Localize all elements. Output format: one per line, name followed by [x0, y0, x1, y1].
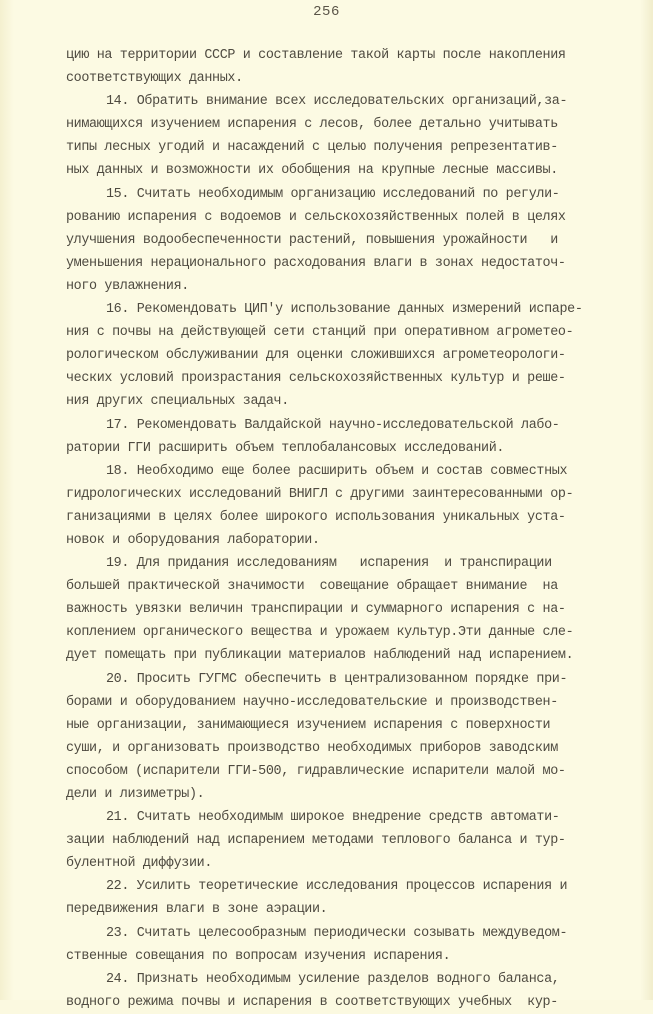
text-line: 16. Рекомендовать ЦИП'у использование данных измерений испаре- [106, 302, 583, 318]
text-line: ческих условий произрастания сельскохозяйственных культур и реше- [66, 371, 566, 387]
text-line: 23. Считать целесообразным периодически созывать междуведом- [106, 925, 568, 941]
page-number: 256 [313, 4, 340, 20]
paragraph-18 [66, 460, 612, 552]
text-line: передвижения влаги в зоне аэрации. [66, 902, 328, 918]
text-line: нимающихся изучением испарения с лесов, более детально учитывать [66, 117, 558, 133]
paragraph-continuation [66, 44, 612, 90]
paragraph-17 [66, 414, 612, 460]
text-line: дели и лизиметры). [66, 787, 205, 802]
text-line: рованию испарения с водоемов и сельскохозяйственных полей в целях [66, 209, 566, 225]
paragraph-20 [66, 668, 612, 807]
text-line: коплением органического вещества и урожаем культур.Эти данные сле- [66, 625, 574, 641]
text-line: 14. Обратить внимание всех исследовательских организаций,за- [106, 94, 568, 110]
text-line: 21. Считать необходимым широкое внедрение средств автомати- [106, 810, 560, 826]
text-line: 17. Рекомендовать Валдайской научно-исследовательской лабо- [106, 417, 560, 433]
text-line: способом (испарители ГГИ-500, гидравлические испарители малой мо- [66, 763, 566, 779]
paragraph-24 [66, 968, 612, 1014]
text-line: ратории ГГИ расширить объем теплобалансовых исследований. [66, 440, 505, 456]
text-line: ганизациями в целях более широкого использования уникальных уста- [66, 509, 566, 525]
text-line: уменьшения нерационального расходования влаги в зонах недостаточ- [66, 255, 566, 271]
text-line: 15. Считать необходимым организацию исследований по регули- [106, 186, 560, 202]
paragraph-14 [66, 90, 612, 182]
text-line: важность увязки величин транспирации и суммарного испарения с на- [66, 602, 566, 618]
text-line: суши, и организовать производство необходимых приборов заводским [66, 740, 558, 756]
paragraph-16 [66, 298, 612, 413]
document-body [66, 44, 612, 1014]
text-line: ного увлажнения. [66, 278, 189, 294]
text-line: водного режима почвы и испарения в соответствующих учебных кур- [66, 994, 558, 1010]
text-line: ные организации, занимающиеся изучением испарения с поверхности [66, 717, 551, 733]
text-line: новок и оборудования лаборатории. [66, 532, 320, 548]
text-line: типы лесных угодий и насаждений с целью получения репрезентатив- [66, 140, 558, 156]
text-line: 18. Необходимо еще более расширить объем и состав совместных [106, 463, 568, 479]
text-line: большей практической значимости совещание обращает внимание на [66, 579, 558, 595]
paragraph-22 [66, 875, 612, 921]
text-line: булентной диффузии. [66, 856, 213, 872]
text-line: ных данных и возможности их обобщения на крупные лесные массивы. [66, 163, 558, 179]
text-line: 24. Признать необходимым усиление разделов водного баланса, [106, 971, 560, 987]
text-line: зации наблюдений над испарением методами теплового баланса и тур- [66, 833, 566, 849]
paragraph-19 [66, 552, 612, 667]
paragraph-23 [66, 922, 612, 968]
text-line: улучшения водообеспеченности растений, повышения урожайности и [66, 232, 558, 248]
text-line: рологическом обслуживании для оценки сложившихся агрометеорологи- [66, 348, 566, 364]
paragraph-21 [66, 806, 612, 875]
text-line: ния других специальных задач. [66, 394, 289, 410]
text-line: соответствующих данных. [66, 71, 243, 87]
text-line: 20. Просить ГУГМС обеспечить в централизованном порядке при- [106, 671, 568, 687]
paragraph-15 [66, 183, 612, 298]
text-line: 22. Усилить теоретические исследования процессов испарения и [106, 879, 568, 895]
text-line: дует помещать при публикации материалов наблюдений над испарением. [66, 648, 574, 664]
text-line: 19. Для придания исследованиям испарения и транспирации [106, 556, 552, 572]
text-line: борами и оборудованием научно-исследовательские и производствен- [66, 694, 558, 710]
text-line: ственные совещания по вопросам изучения испарения. [66, 948, 451, 964]
text-line: гидрологических исследований ВНИГЛ с другими заинтересованными ор- [66, 486, 574, 502]
text-line: цию на территории СССР и составление такой карты после накопления [66, 48, 566, 63]
text-line: ния с почвы на действующей сети станций при оперативном агрометео- [66, 325, 574, 341]
